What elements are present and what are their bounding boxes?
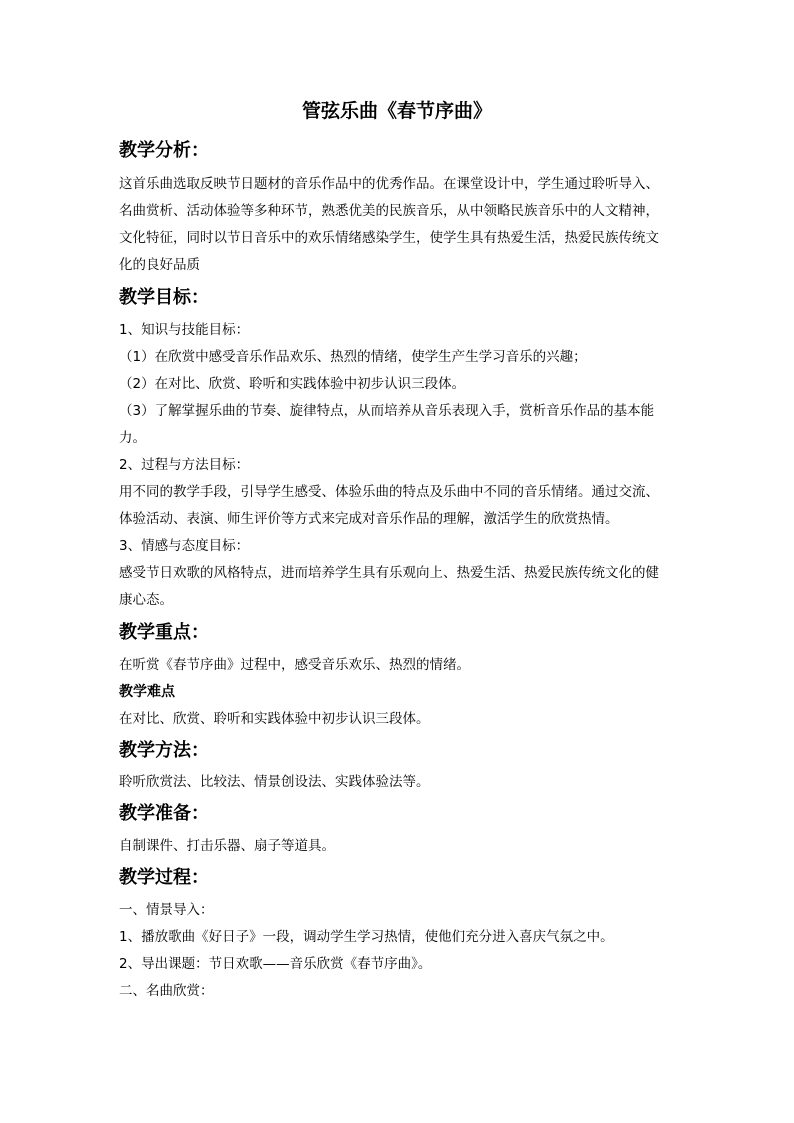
objective-line-3: （2）在对比、欣赏、聆听和实践体验中初步认识三段体。 (119, 376, 466, 392)
analysis-line-1: 这首乐曲选取反映节日题材的音乐作品中的优秀作品。在课堂设计中，学生通过聆听导入、 (119, 176, 659, 192)
process-line-2: 1、播放歌曲《好日子》一段，调动学生学习热情，使他们充分进入喜庆气氛之中。 (119, 929, 614, 945)
methods-line: 聆听欣赏法、比较法、情景创设法、实践体验法等。 (119, 774, 430, 790)
process-line-4: 二、名曲欣赏： (119, 983, 214, 999)
section-heading-difficulty: 教学难点 (119, 684, 175, 700)
section-heading-key-points: 教学重点： (119, 622, 209, 643)
objective-line-9: 3、情感与态度目标： (119, 538, 250, 554)
objective-line-4: （3）了解掌握乐曲的节奏、旋律特点，从而培养从音乐表现入手，赏析音乐作品的基本能 (119, 403, 655, 419)
objective-line-7: 用不同的教学手段，引导学生感受、体验乐曲的特点及乐曲中不同的音乐情绪。通过交流、 (119, 484, 659, 500)
section-heading-analysis: 教学分析： (119, 140, 209, 161)
preparation-line: 自制课件、打击乐器、扇子等道具。 (119, 838, 335, 854)
objective-line-1: 1、知识与技能目标： (119, 322, 250, 338)
objective-line-5: 力。 (119, 430, 146, 446)
section-heading-objectives: 教学目标： (119, 287, 209, 308)
section-heading-preparation: 教学准备： (119, 803, 209, 824)
process-line-3: 2、导出课题：节日欢歌——音乐欣赏《春节序曲》。 (119, 956, 432, 972)
section-heading-methods: 教学方法： (119, 740, 209, 761)
objective-line-10: 感受节日欢歌的风格特点，进而培养学生具有乐观向上、热爱生活、热爱民族传统文化的健 (119, 565, 659, 581)
analysis-line-4: 化的良好品质 (119, 257, 200, 273)
section-heading-process: 教学过程： (119, 867, 209, 888)
key-points-line: 在听赏《春节序曲》过程中，感受音乐欢乐、热烈的情绪。 (119, 657, 470, 673)
objective-line-8: 体验活动、表演、师生评价等方式来完成对音乐作品的理解，激活学生的欣赏热情。 (119, 511, 619, 527)
analysis-line-2: 名曲赏析、活动体验等多种环节，熟悉优美的民族音乐，从中领略民族音乐中的人文精神， (119, 203, 659, 219)
objective-line-11: 康心态。 (119, 592, 173, 608)
objective-line-2: （1）在欣赏中感受音乐作品欢乐、热烈的情绪，使学生产生学习音乐的兴趣； (119, 349, 587, 365)
difficulty-line: 在对比、欣赏、聆听和实践体验中初步认识三段体。 (119, 711, 430, 727)
objective-line-6: 2、过程与方法目标： (119, 457, 250, 473)
analysis-line-3: 文化特征，同时以节日音乐中的欢乐情绪感染学生，使学生具有热爱生活，热爱民族传统文 (119, 230, 659, 246)
process-line-1: 一、情景导入： (119, 902, 214, 918)
document-title: 管弦乐曲《春节序曲》 (301, 100, 492, 122)
